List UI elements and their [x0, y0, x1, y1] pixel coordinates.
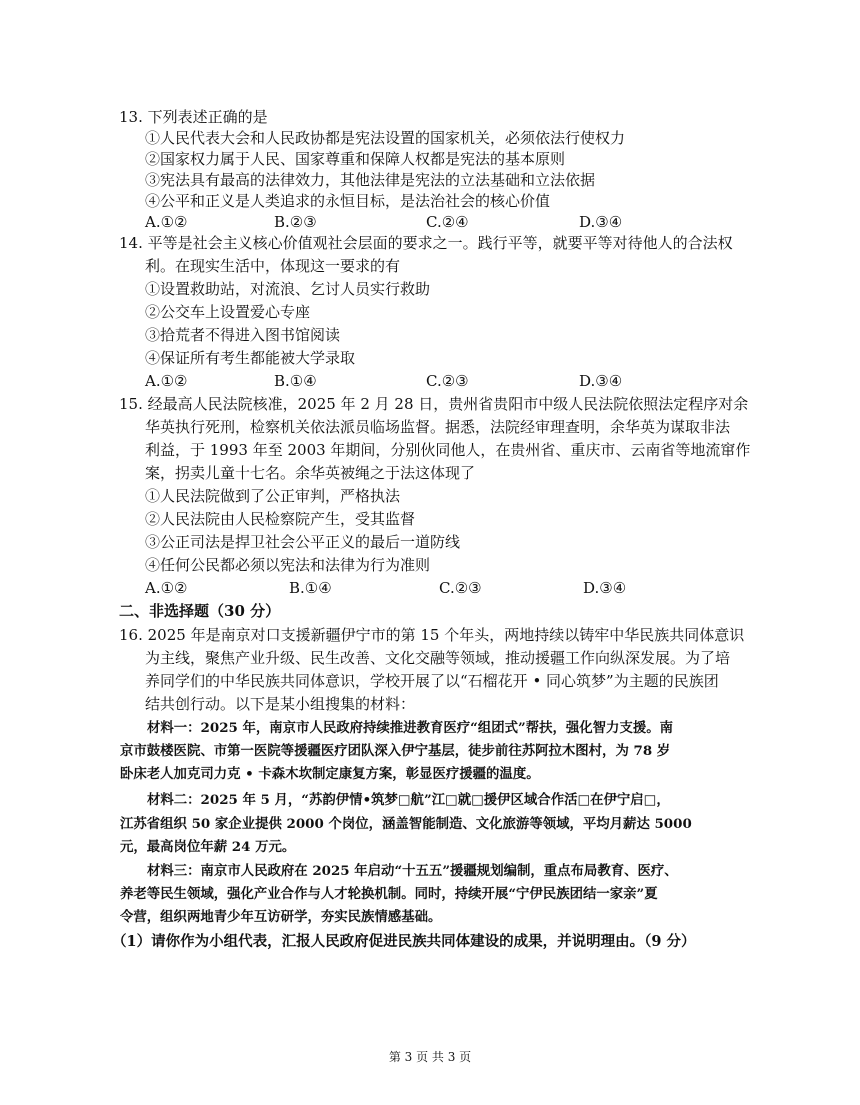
material-2-line-2: 江苏省组织 50 家企业提供 2000 个岗位，涵盖智能制造、文化旅游等领域，平均月薪达 5000 — [120, 816, 692, 832]
material-1-line-3: 卧床老人加克司力克 • 卡森木坎制定康复方案，彰显医疗援疆的温度。 — [120, 766, 540, 782]
q15-stem-line-1: 15. 经最高人民法院核准，2025 年 2 月 28 日，贵州省贵阳市中级人民法院依照法定程序对余 — [119, 395, 749, 413]
q15-item-1: ①人民法院做到了公正审判，严格执法 — [145, 487, 401, 505]
q16-stem-line-1: 16. 2025 年是南京对口支援新疆伊宁市的第 15 个年头，两地持续以铸牢中华民族共同体意识 — [119, 626, 745, 644]
q14-item-4: ④保证所有考生都能被大学录取 — [145, 349, 356, 367]
material-2-line-1: 材料二：2025 年 5 月，“苏韵伊情•筑梦□航”江□就□援伊区域合作活□在伊宁启□， — [147, 792, 670, 808]
q16-stem-line-2: 为主线，聚焦产业升级、民生改善、文化交融等领域，推动援疆工作向纵深发展。为了培 — [145, 649, 731, 667]
section-title: 二、非选择题（30 分） — [119, 602, 281, 620]
material-3-line-2: 养老等民生领域，强化产业合作与人才轮换机制。同时，持续开展“宁伊民族团结一家亲”夏 — [120, 886, 658, 902]
q14-option-c: C.②③ — [426, 372, 469, 390]
q15-option-d: D.③④ — [583, 579, 627, 597]
q13-item-4: ④公平和正义是人类追求的永恒目标，是法治社会的核心价值 — [145, 192, 551, 210]
q16-subquestion-1: （1）请你作为小组代表，汇报人民政府促进民族共同体建设的成果，并说明理由。（9 分） — [112, 933, 696, 950]
q13-option-d: D.③④ — [579, 213, 623, 231]
q13-item-3: ③宪法具有最高的法律效力，其他法律是宪法的立法基础和立法依据 — [145, 171, 596, 189]
q13-item-1: ①人民代表大会和人民政协都是宪法设置的国家机关，必须依法行使权力 — [145, 129, 626, 147]
q15-option-b: B.①④ — [289, 579, 332, 597]
q13-option-c: C.②④ — [426, 213, 469, 231]
q14-stem-line-1: 14. 平等是社会主义核心价值观社会层面的要求之一。践行平等，就要平等对待他人的合法权 — [119, 234, 733, 252]
q14-item-3: ③拾荒者不得进入图书馆阅读 — [145, 326, 341, 344]
q14-item-1: ①设置救助站，对流浪、乞讨人员实行救助 — [145, 280, 431, 298]
material-1-line-2: 京市鼓楼医院、市第一医院等援疆医疗团队深入伊宁基层，徒步前往苏阿拉木图村，为 78 岁 — [120, 743, 671, 759]
material-2-line-3: 元，最高岗位年薪 24 万元。 — [120, 839, 296, 855]
q14-option-a: A.①② — [145, 372, 188, 390]
material-1-line-1: 材料一：2025 年，南京市人民政府持续推进教育医疗“组团式”帮扶，强化智力支援。南 — [147, 720, 674, 736]
q15-item-4: ④任何公民都必须以宪法和法律为行为准则 — [145, 556, 431, 574]
q15-item-3: ③公正司法是捍卫社会公平正义的最后一道防线 — [145, 533, 461, 551]
material-3-line-1: 材料三：南京市人民政府在 2025 年启动“十五五”援疆规划编制，重点布局教育、医疗、 — [147, 863, 678, 879]
q16-stem-line-4: 结共创行动。以下是某小组搜集的材料： — [145, 695, 416, 713]
q14-item-2: ②公交车上设置爱心专座 — [145, 303, 311, 321]
q14-stem-line-2: 利。在现实生活中，体现这一要求的有 — [145, 257, 401, 275]
q15-stem-line-3: 利益，于 1993 年至 2003 年期间，分别伙同他人，在贵州省、重庆市、云南省等地流窜作 — [145, 441, 751, 459]
q15-option-c: C.②③ — [439, 579, 482, 597]
q14-option-d: D.③④ — [579, 372, 623, 390]
q14-option-b: B.①④ — [274, 372, 317, 390]
q13-stem: 13. 下列表述正确的是 — [119, 108, 268, 126]
material-3-line-3: 令营，组织两地青少年互访研学，夯实民族情感基础。 — [120, 909, 442, 925]
q13-option-a: A.①② — [145, 213, 188, 231]
page-footer: 第 3 页 共 3 页 — [388, 1050, 472, 1064]
q15-item-2: ②人民法院由人民检察院产生，受其监督 — [145, 510, 416, 528]
q13-option-b: B.②③ — [274, 213, 317, 231]
q15-option-a: A.①② — [145, 579, 188, 597]
q13-item-2: ②国家权力属于人民、国家尊重和保障人权都是宪法的基本原则 — [145, 150, 566, 168]
q15-stem-line-4: 案，拐卖儿童十七名。余华英被绳之于法这体现了 — [145, 464, 476, 482]
q16-stem-line-3: 养同学们的中华民族共同体意识，学校开展了以“石榴花开 • 同心筑梦”为主题的民族团 — [145, 672, 719, 690]
q15-stem-line-2: 华英执行死刑，检察机关依法派员临场监督。据悉，法院经审理查明，余华英为谋取非法 — [145, 418, 731, 436]
